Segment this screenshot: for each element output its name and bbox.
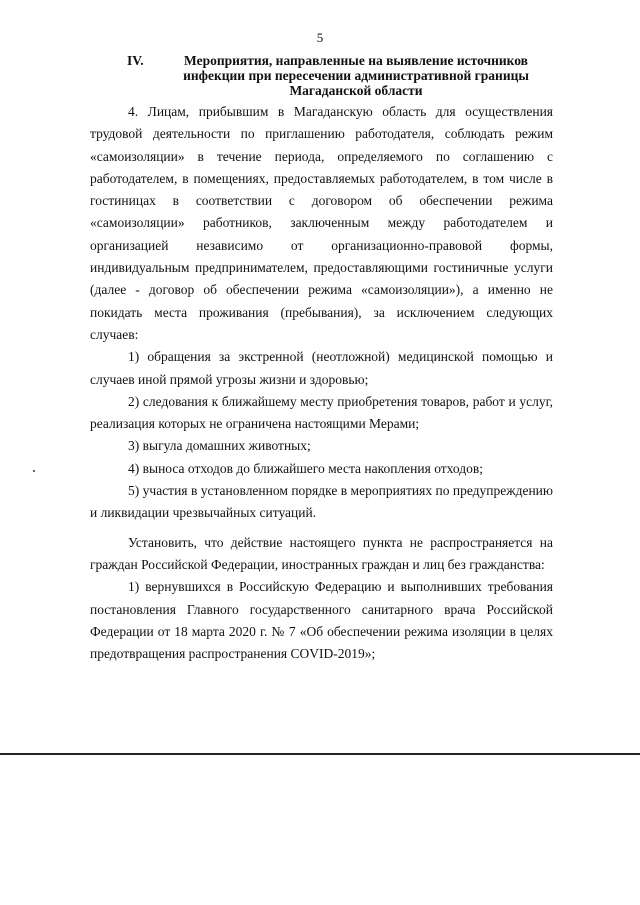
list-item: 1) обращения за экстренной (неотложной) медицинской помощью и случаев иной прямой угрозы жизни и здоровью; bbox=[90, 349, 553, 387]
section-number: IV. bbox=[127, 53, 144, 68]
footer-divider bbox=[0, 753, 640, 755]
margin-mark bbox=[33, 470, 35, 472]
paragraph-exception: Установить, что действие настоящего пункта не распространяется на граждан Российской Федерации, иностранных граждан и лиц без гражданства: bbox=[90, 534, 553, 572]
section-title: Мероприятия, направленные на выявление источников инфекции при пересечении административной границы Магаданской области bbox=[183, 53, 529, 98]
list-item: 1) вернувшихся в Российскую Федерацию и выполнивших требования постановления Главного государственного санитарного врача Российской Федерации от 18 марта 2020 г. № 7 «Об обеспечении режима изоляции в целях предотвращения распространения COVID-2019»; bbox=[90, 579, 553, 662]
section-heading bbox=[127, 53, 567, 98]
list-item: 2) следования к ближайшему месту приобретения товаров, работ и услуг, реализация которых не ограничена настоящими Мерами; bbox=[90, 393, 553, 432]
list-item: 5) участия в установленном порядке в мероприятиях по предупреждению и ликвидации чрезвычайных ситуаций. bbox=[90, 483, 553, 521]
list-item: 3) выгула домашних животных; bbox=[128, 438, 311, 454]
list-item: 4) выноса отходов до ближайшего места накопления отходов; bbox=[128, 460, 484, 476]
page-number: 5 bbox=[316, 30, 324, 45]
document-body bbox=[90, 101, 553, 665]
paragraph-main: 4. Лицам, прибывшим в Магаданскую область для осуществления трудовой деятельности по приглашению работодателя, соблюдать режим «самоизоляции» в течение периода, определяемого по соглашению с работодателем, в помещениях, предоставляемых работодателем, в том числе в гостиницах в соответствии с договором об обеспечении режима «самоизоляции» работников, заключенным между работодателем и организацией независимо от организационно-правовой формы, индивидуальным предпринимателем, предоставляющими гостиничные услуги (далее - договор об обеспечении режима «самоизоляции»), а именно не покидать места проживания (пребывания), за исключением следующих случаев: bbox=[90, 104, 553, 342]
